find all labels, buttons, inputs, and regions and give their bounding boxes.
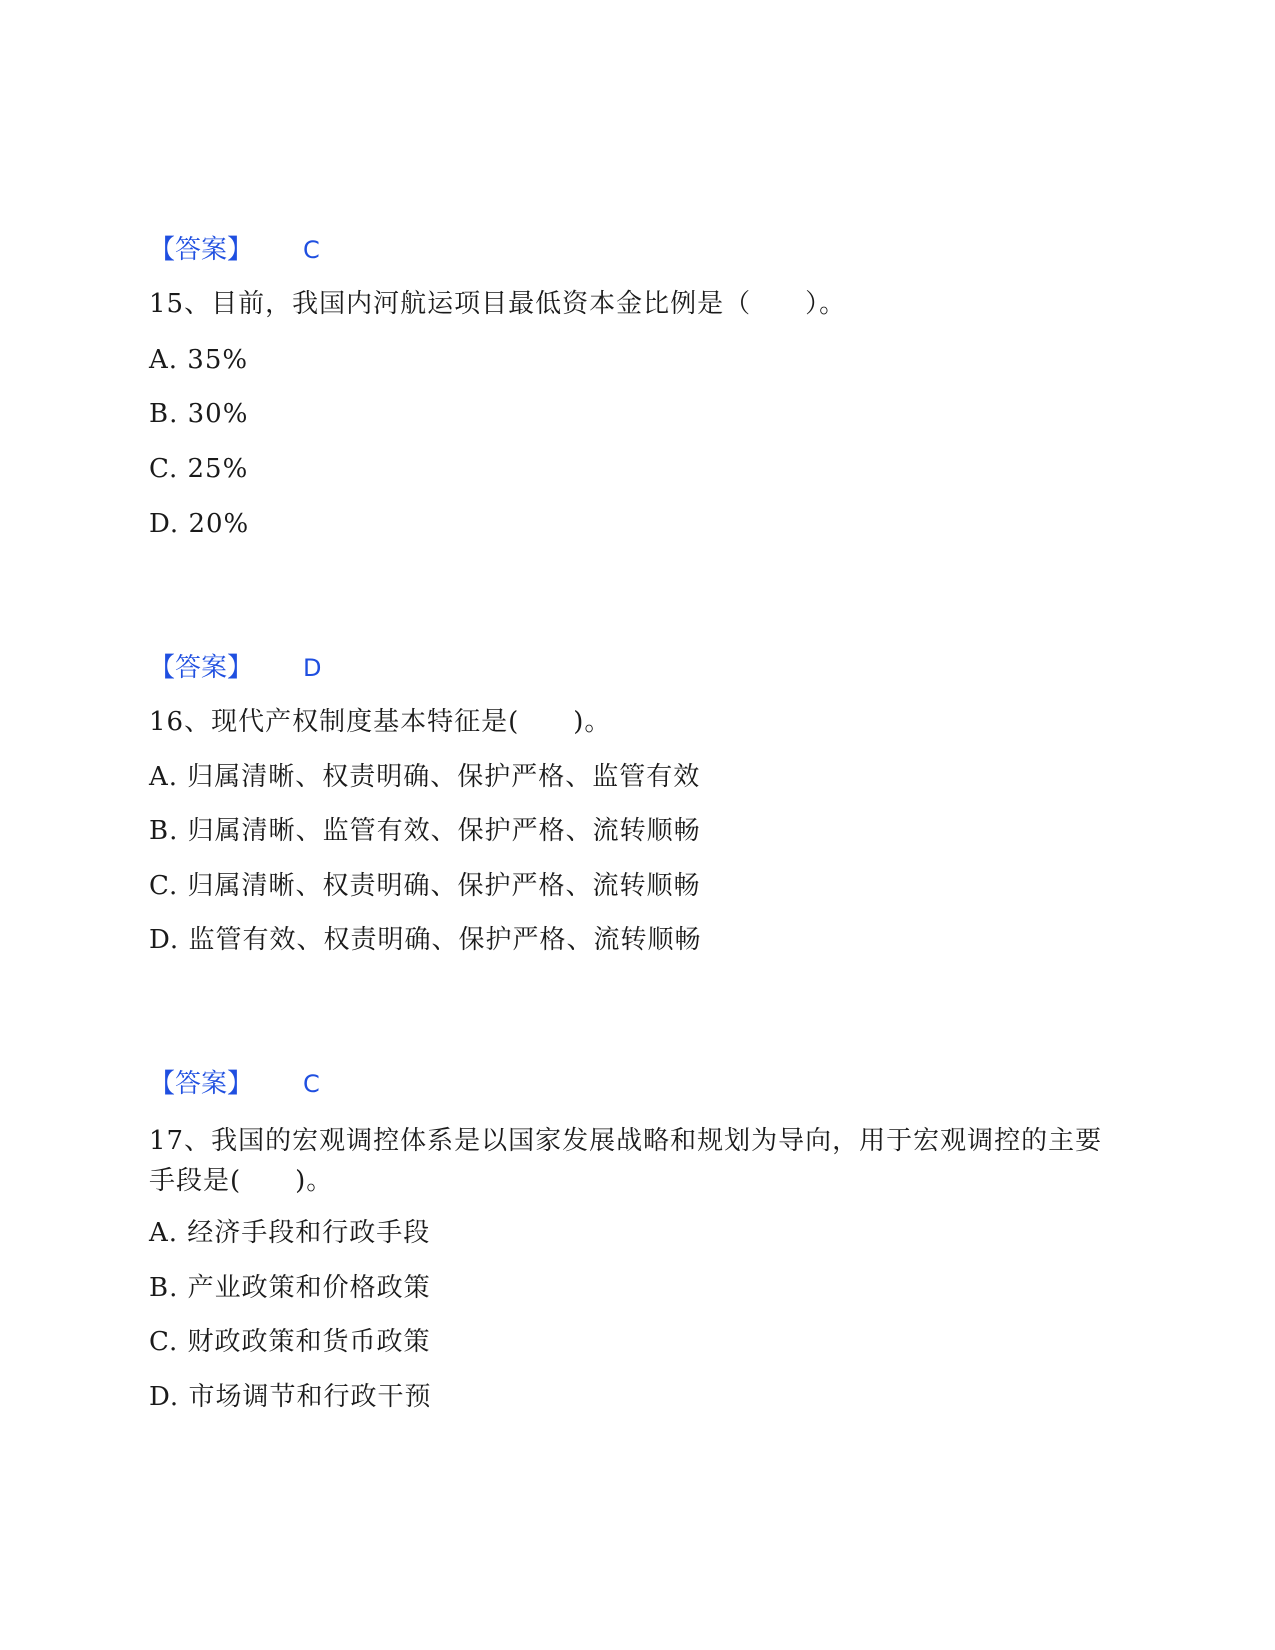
answer-label: 【答案】 [149, 653, 254, 683]
option-17-d: D. 市场调节和行政干预 [149, 1382, 432, 1412]
option-15-b: B. 30% [149, 399, 249, 429]
question-16: 16、现代产权制度基本特征是( )。 [149, 707, 612, 737]
option-15-c: C. 25% [149, 454, 249, 484]
option-16-b: B. 归属清晰、监管有效、保护严格、流转顺畅 [149, 816, 701, 846]
answer-value: C [303, 1070, 320, 1098]
answer-label: 【答案】 [149, 235, 254, 265]
option-17-c: C. 财政政策和货币政策 [149, 1327, 431, 1357]
option-16-d: D. 监管有效、权责明确、保护严格、流转顺畅 [149, 925, 702, 955]
option-16-a: A. 归属清晰、权责明确、保护严格、监管有效 [149, 762, 701, 792]
option-17-b: B. 产业政策和价格政策 [149, 1273, 431, 1303]
question-17: 17、我国的宏观调控体系是以国家发展战略和规划为导向，用于宏观调控的主要手段是( )。 [149, 1126, 1103, 1196]
option-15-a: A. 35% [149, 345, 249, 375]
answer-value: D [303, 654, 322, 682]
option-16-c: C. 归属清晰、权责明确、保护严格、流转顺畅 [149, 871, 701, 901]
answer-value: C [303, 236, 320, 264]
answer-line-16 [149, 1066, 320, 1102]
answer-line-15 [149, 650, 322, 686]
option-15-d: D. 20% [149, 509, 250, 539]
question-15: 15、目前，我国内河航运项目最低资本金比例是（ ）。 [149, 289, 847, 319]
option-17-a: A. 经济手段和行政手段 [149, 1218, 431, 1248]
answer-line-14 [149, 232, 320, 268]
answer-label: 【答案】 [149, 1069, 254, 1099]
